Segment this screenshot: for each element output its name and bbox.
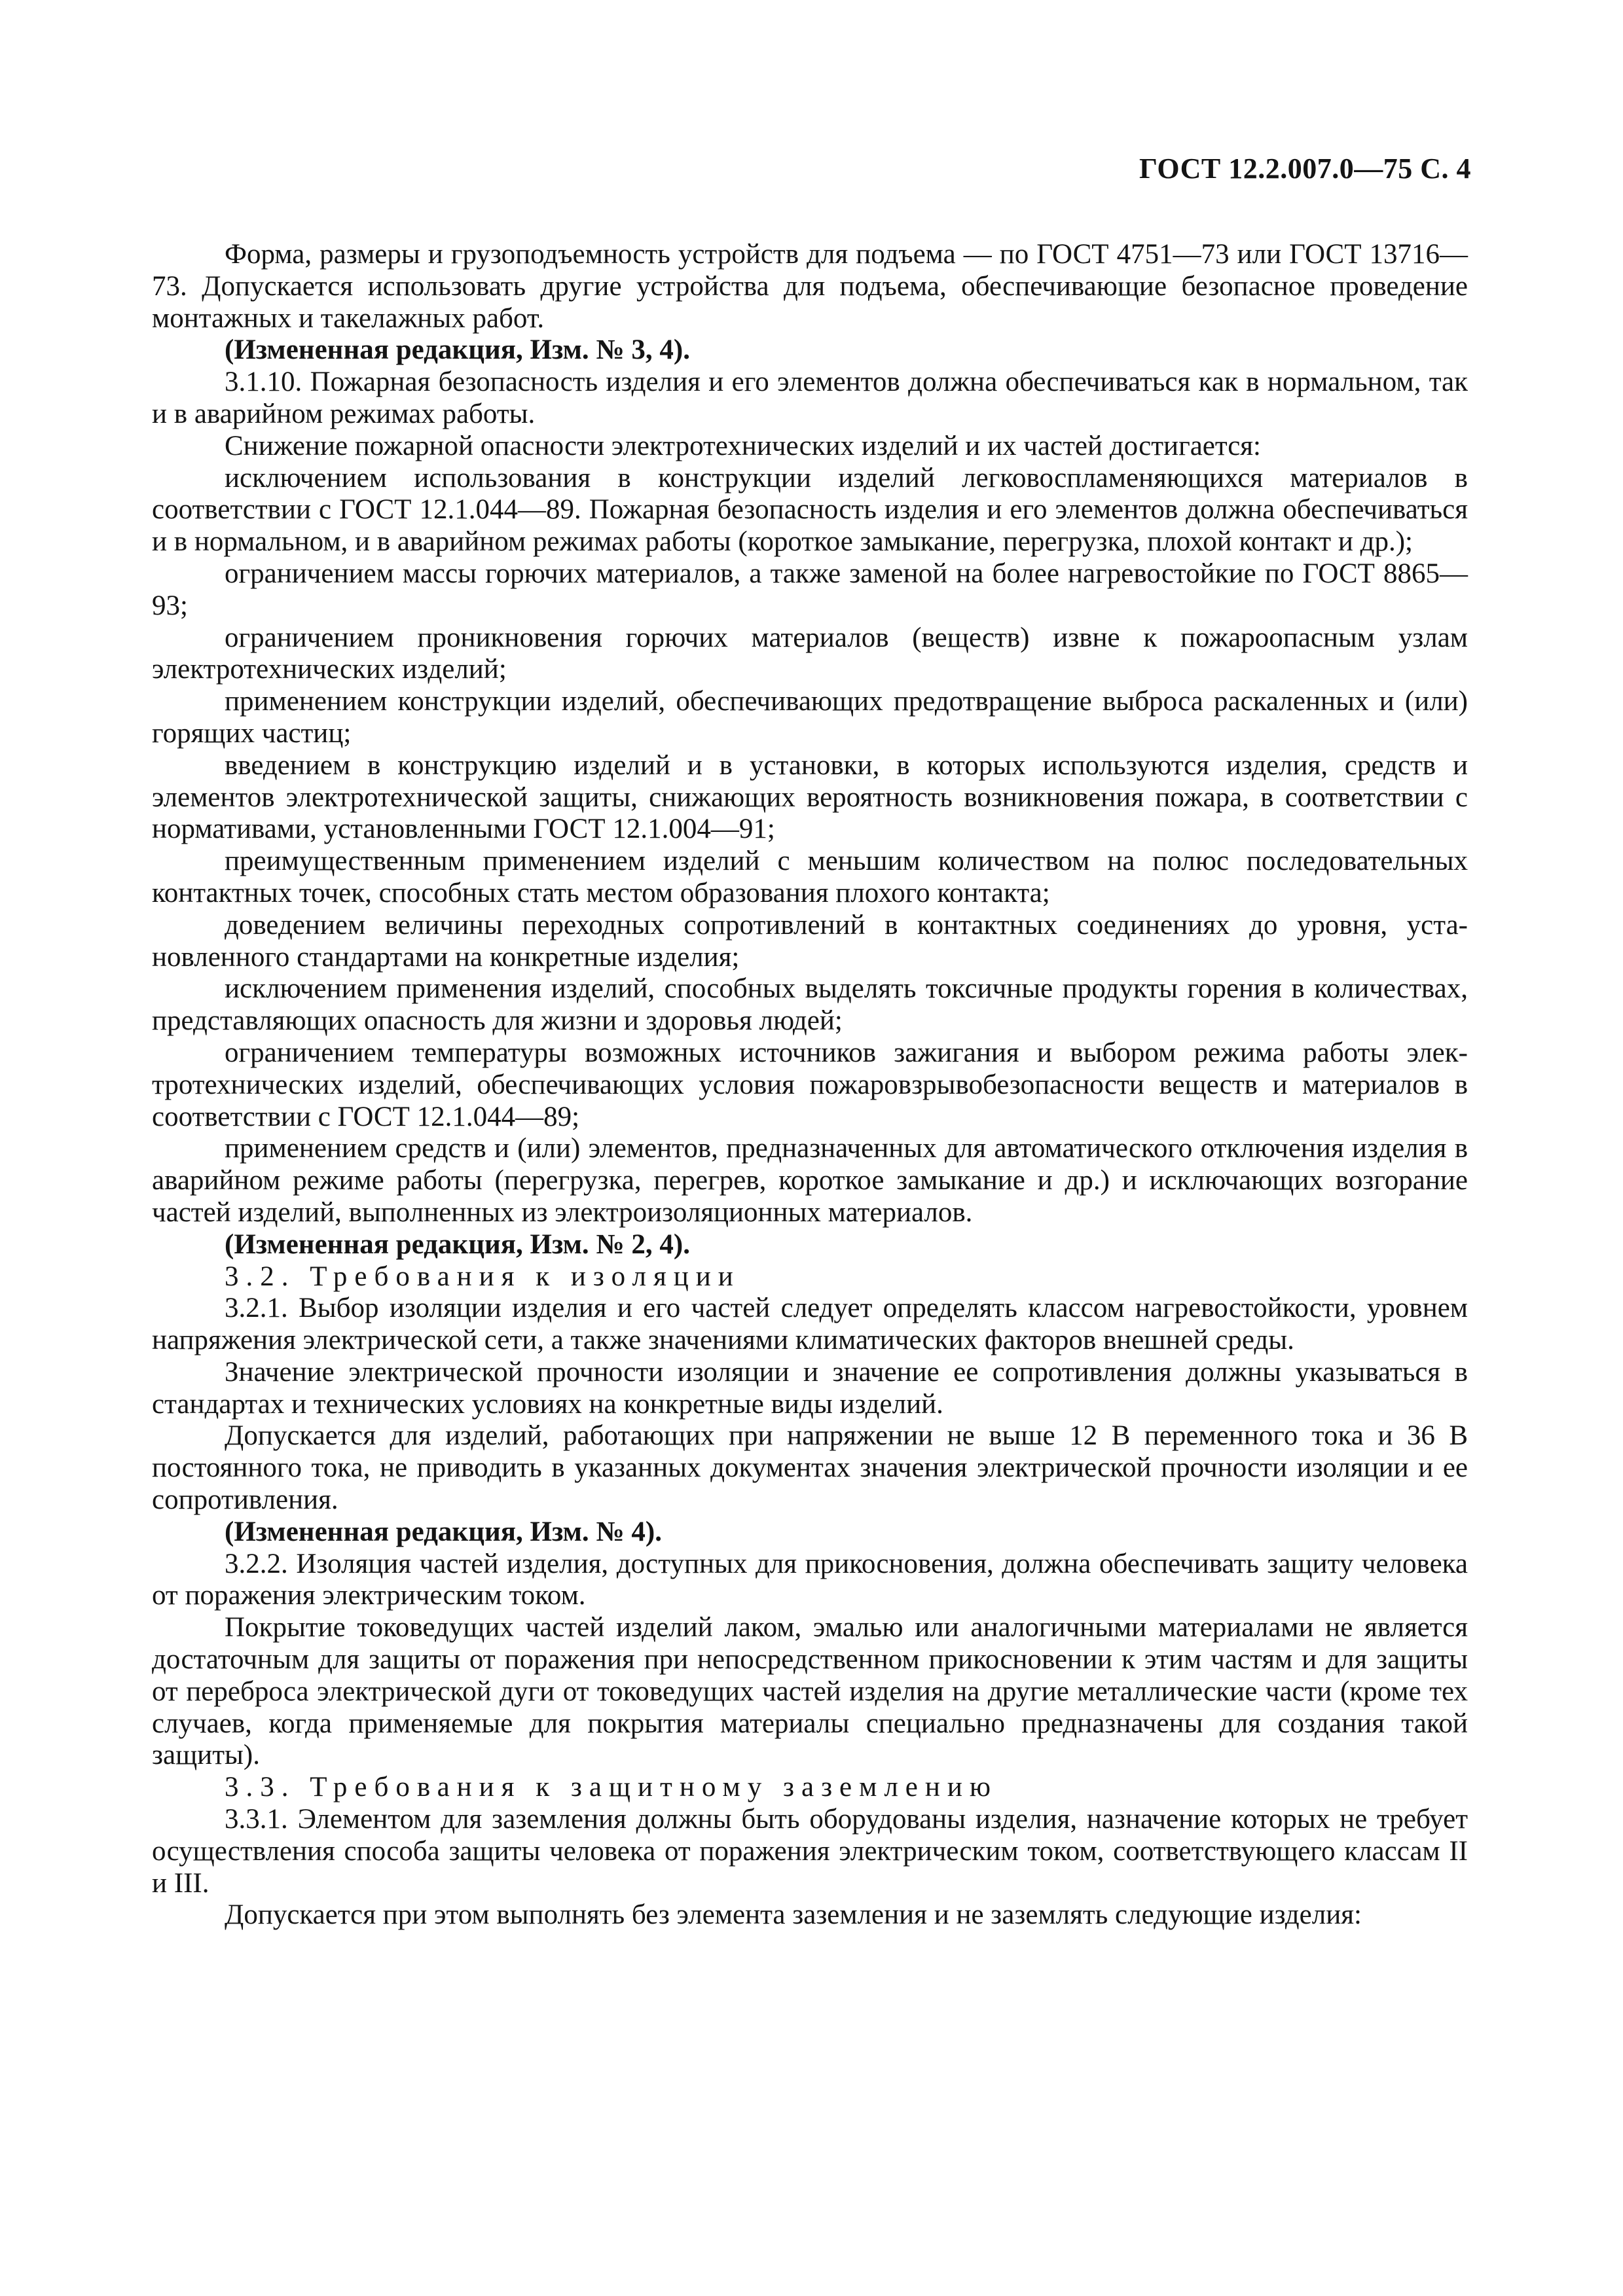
paragraph: Форма, размеры и грузоподъемность устройств для подъема — по ГОСТ 4751—73 или ГОСТ 13716—73. Допускается использовать другие устройства для подъема, обеспечивающие безопасное проведение монтажных и такелажных работ.	[152, 239, 1468, 334]
document-body	[152, 239, 1468, 1931]
paragraph: ограничением температуры возможных источников зажигания и выбором режима работы электротехнических изделий, обеспечивающих условия пожаровзрывобезопасности веществ и материалов в соответствии с ГОСТ 12.1.044—89;	[152, 1037, 1468, 1132]
paragraph: ограничением проникновения горючих материалов (веществ) извне к пожароопасным узлам электротехнических изделий;	[152, 622, 1468, 685]
paragraph: исключением применения изделий, способных выделять токсичные продукты горения в количествах, представляющих опасность для жизни и здоровья людей;	[152, 973, 1468, 1037]
section-heading: 3.3. Требования к защитному заземлению	[225, 1772, 998, 1803]
amendment-note: (Измененная редакция, Изм. № 3, 4).	[225, 334, 690, 366]
paragraph: Значение электрической прочности изоляции и значение ее сопротивления должны указываться в стандартах и технических условиях на конкретные виды изделий.	[152, 1356, 1468, 1420]
paragraph: доведением величины переходных сопротивлений в контактных соединениях до уровня, установленного стандартами на конкретные изделия;	[152, 909, 1468, 973]
paragraph: 3.3.1. Элементом для заземления должны быть оборудованы изделия, назначение которых не требует осуществления способа защиты человека от поражения электрическим током, соответствующего классам II и III.	[152, 1804, 1468, 1899]
paragraph: Допускается при этом выполнять без элемента заземления и не заземлять следующие изделия:	[225, 1899, 1362, 1931]
paragraph: Снижение пожарной опасности электротехнических изделий и их частей достигается:	[225, 430, 1262, 461]
paragraph: Покрытие токоведущих частей изделий лаком, эмалью или аналогичными материалами не является достаточным для защиты от поражения при непосредственном прикосновении к этим частям и для защиты от переброса электрической дуги от токоведущих частей изделия на другие металлические части (кроме тех случаев, когда применяемые для покрытия материалы специально предназначены для создания такой защиты).	[152, 1612, 1468, 1771]
paragraph: Допускается для изделий, работающих при напряжении не выше 12 В переменного тока и 36 В постоянного тока, не приводить в указанных документах значения электрической прочности изоляции и ее сопротивления.	[152, 1420, 1468, 1516]
section-heading: 3.2. Требования к изоляции	[225, 1261, 740, 1292]
paragraph: 3.2.1. Выбор изоляции изделия и его частей следует определять классом нагревостойкости, уровнем напряжения электрической сети, а также значениями климатических факторов внешней среды.	[152, 1293, 1468, 1356]
paragraph: ограничением массы горючих материалов, а также заменой на более нагревостойкие по ГОСТ 8865—93;	[152, 558, 1468, 621]
paragraph: введением в конструкцию изделий и в установки, в которых используются изделия, средств и элементов электротехнической защиты, снижающих вероятность возникновения пожара, в соответствии с нормативами, установленными ГОСТ 12.1.004—91;	[152, 749, 1468, 845]
paragraph: исключением использования в конструкции изделий легковоспламеняющихся материалов в соответствии с ГОСТ 12.1.044—89. Пожарная безопасность изделия и его элементов должна обеспечиваться и в нормальном, и в аварийном режимах работы (короткое замыкание, перегрузка, плохой контакт и др.);	[152, 462, 1468, 558]
paragraph: 3.2.2. Изоляция частей изделия, доступных для прикосновения, должна обеспечивать защиту человека от поражения электрическим током.	[152, 1548, 1468, 1611]
amendment-note: (Измененная редакция, Изм. № 2, 4).	[225, 1229, 690, 1260]
amendment-note: (Измененная редакция, Изм. № 4).	[225, 1516, 662, 1547]
paragraph: преимущественным применением изделий с меньшим количеством на полюс последовательных контактных точек, способных стать местом образования плохого контакта;	[152, 846, 1468, 908]
paragraph: применением средств и (или) элементов, предназначенных для автоматического отключения изделия в аварийном режиме работы (перегрузка, перегрев, короткое замыкание и др.) и исключающих возгорание частей изделий, выполненных из электроизоляционных материалов.	[152, 1133, 1468, 1228]
page-header: ГОСТ 12.2.007.0—75 С. 4	[1139, 152, 1471, 185]
paragraph: применением конструкции изделий, обеспечивающих предотвращение выброса раскаленных и (или) горящих частиц;	[152, 686, 1468, 749]
paragraph: 3.1.10. Пожарная безопасность изделия и его элементов должна обеспечиваться как в нормальном, так и в аварийном режимах работы.	[152, 367, 1468, 429]
